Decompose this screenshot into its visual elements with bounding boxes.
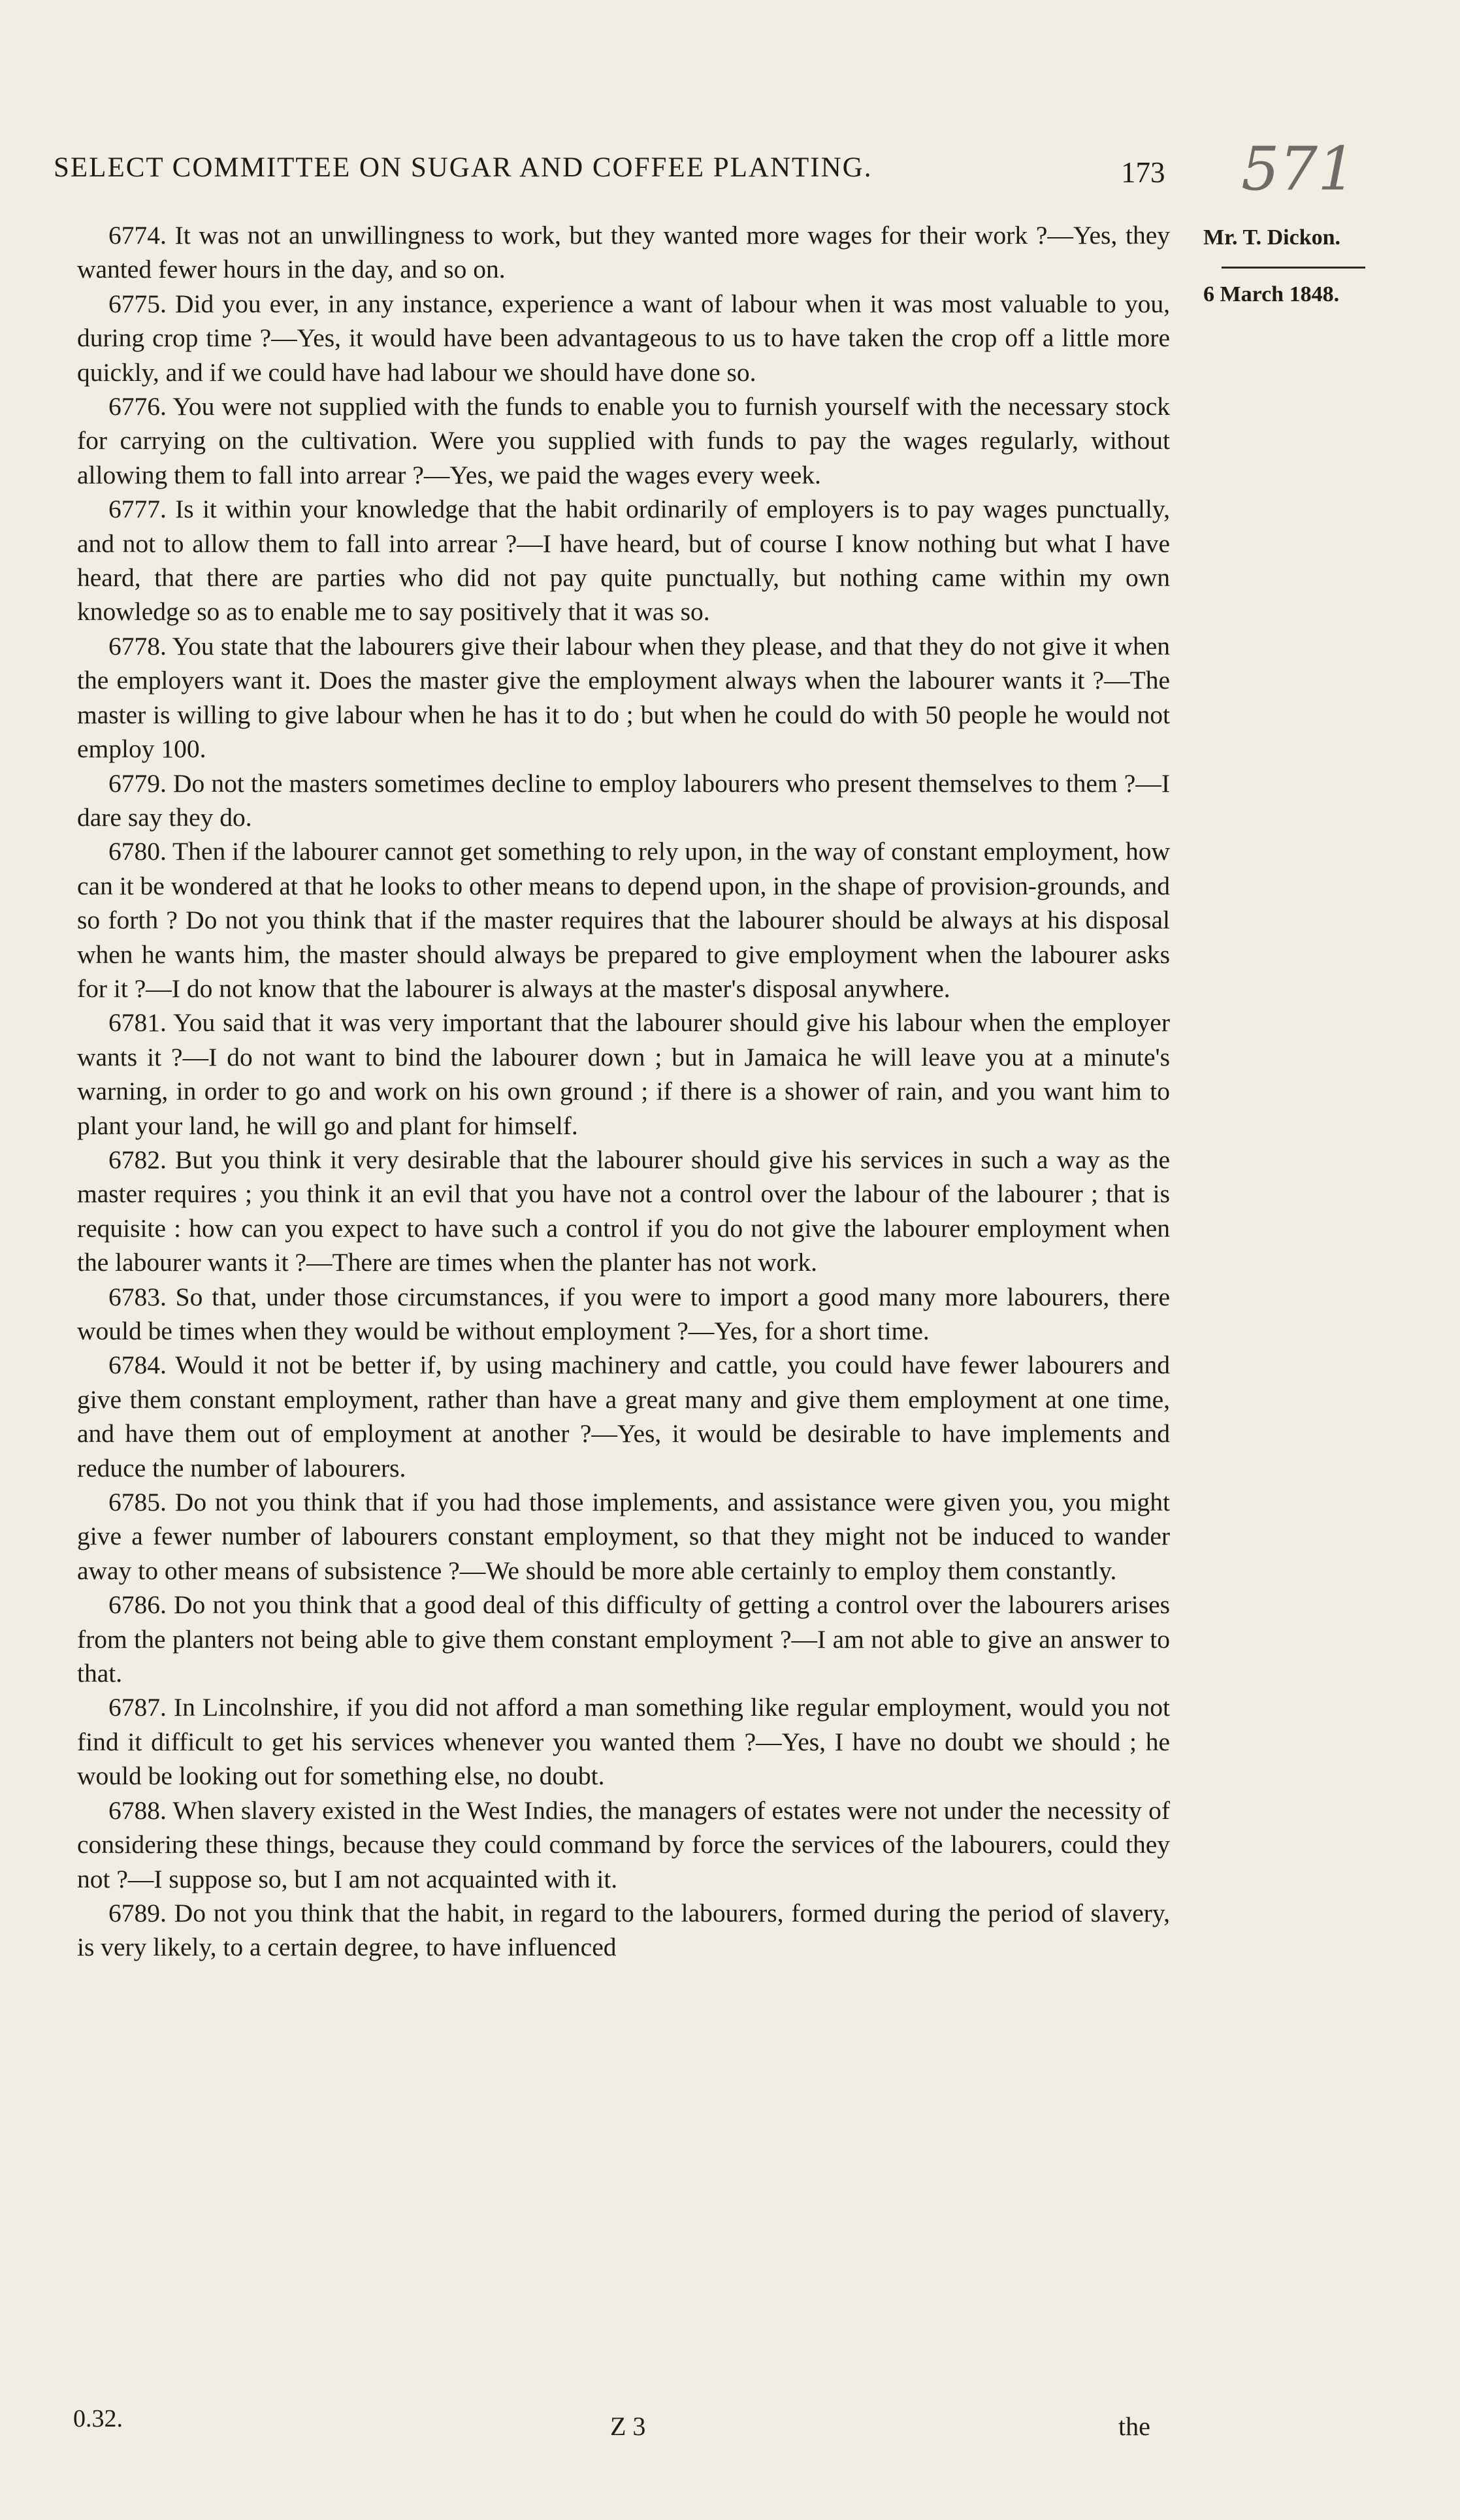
sidenote-witness: Mr. T. Dickon.	[1203, 225, 1341, 250]
paragraph-6788: 6788. When slavery existed in the West Indies, the managers of estates were not under the necessity of considering these things, because they could command by force the services of the labourers, could they not ?—I suppose so, but I am not acquainted with it.	[77, 1795, 1170, 1893]
paragraph-6784: 6784. Would it not be better if, by using machinery and cattle, you could have fewer labourers and give them constant employment, rather than have a great many and give them employment at one time, and have them out of employment at another ?—Yes, it would be desirable to have implements and reduce the number of labourers.	[77, 1350, 1170, 1482]
sidenote-rule	[1222, 267, 1365, 269]
paragraph-6774: 6774. It was not an unwillingness to work, but they wanted more wages for their work ?—Yes, they wanted fewer hours in the day, and so on.	[77, 221, 1170, 284]
paragraph-6786: 6786. Do not you think that a good deal of this difficulty of getting a control over the labourers arises from the planters not being able to give them constant employment ?—I am not able to give an answer to that.	[77, 1590, 1170, 1688]
paragraph-6781: 6781. You said that it was very important that the labourer should give his labour when the employer wants it ?—I do not want to bind the labourer down ; but in Jamaica he will leave you at a minute's warning, in order to go and work on his own ground ; if there is a shower of rain, and you want him to plant your land, he will go and plant for himself.	[77, 1008, 1170, 1140]
paragraph-6787: 6787. In Lincolnshire, if you did not afford a man something like regular employment, would you not find it difficult to get his services whenever you wanted them ?—Yes, I have no doubt we should ; he would be looking out for something else, no doubt.	[77, 1693, 1170, 1791]
page-number: 173	[1121, 156, 1165, 189]
sidenote-date: 6 March 1848.	[1203, 282, 1340, 306]
paragraph-6776: 6776. You were not supplied with the funds to enable you to furnish yourself with the necessary stock for carrying on the cultivation. Were you supplied with funds to pay the wages regularly, without allowing them to fall into arrear ?—Yes, we paid the wages every week.	[77, 392, 1170, 489]
paragraph-6778: 6778. You state that the labourers give their labour when they please, and that they do not give it when the employers want it. Does the master give the employment always when the labourer wants it ?—The master is willing to give labour when he has it to do ; but when he could do with 50 people he would not employ 100.	[77, 631, 1170, 764]
page-header-title: SELECT COMMITTEE ON SUGAR AND COFFEE PLANTING.	[54, 152, 873, 183]
testimony-body	[77, 218, 1170, 1965]
footer-signature-mark: Z 3	[610, 2412, 646, 2441]
paragraph-6783: 6783. So that, under those circumstances, if you were to import a good many more labourers, there would be times when they would be without employment ?—Yes, for a short time.	[77, 1282, 1170, 1345]
footer-reference: 0.32.	[73, 2405, 123, 2432]
handwritten-folio-number: 571	[1241, 134, 1356, 204]
paragraph-6775: 6775. Did you ever, in any instance, experience a want of labour when it was most valuable to you, during crop time ?—Yes, it would have been advantageous to us to have taken the crop off a little more quickly, and if we could have had labour we should have done so.	[77, 289, 1170, 387]
paragraph-6782: 6782. But you think it very desirable that the labourer should give his services in such a way as the master requires ; you think it an evil that you have not a control over the labour of the labourer ; that is requisite : how can you expect to have such a control if you do not give the labourer employment when the labourer wants it ?—There are times when the planter has not work.	[77, 1145, 1170, 1277]
paragraph-6779: 6779. Do not the masters sometimes decline to employ labourers who present themselves to them ?—I dare say they do.	[77, 768, 1170, 832]
paragraph-6785: 6785. Do not you think that if you had those implements, and assistance were given you, you might give a fewer number of labourers constant employment, so that they might not be induced to wander away to other means of subsistence ?—We should be more able certainly to employ them constantly.	[77, 1488, 1170, 1585]
footer-catchword: the	[1118, 2412, 1150, 2441]
paragraph-6777: 6777. Is it within your knowledge that the habit ordinarily of employers is to pay wages punctually, and not to allow them to fall into arrear ?—I have heard, but of course I know nothing but what I have heard, that there are parties who did not pay quite punctually, but nothing came within my own knowledge so as to enable me to say positively that it was so.	[77, 495, 1170, 627]
paragraph-6789: 6789. Do not you think that the habit, in regard to the labourers, formed during the period of slavery, is very likely, to a certain degree, to have influenced	[77, 1898, 1170, 1962]
paragraph-6780: 6780. Then if the labourer cannot get something to rely upon, in the way of constant employment, how can it be wondered at that he looks to other means to depend upon, in the shape of provision-grounds, and so forth ? Do not you think that if the master requires that the labourer should be always at his disposal when he wants him, the master should always be prepared to give employment when the labourer asks for it ?—I do not know that the labourer is always at the master's disposal anywhere.	[77, 837, 1170, 1003]
